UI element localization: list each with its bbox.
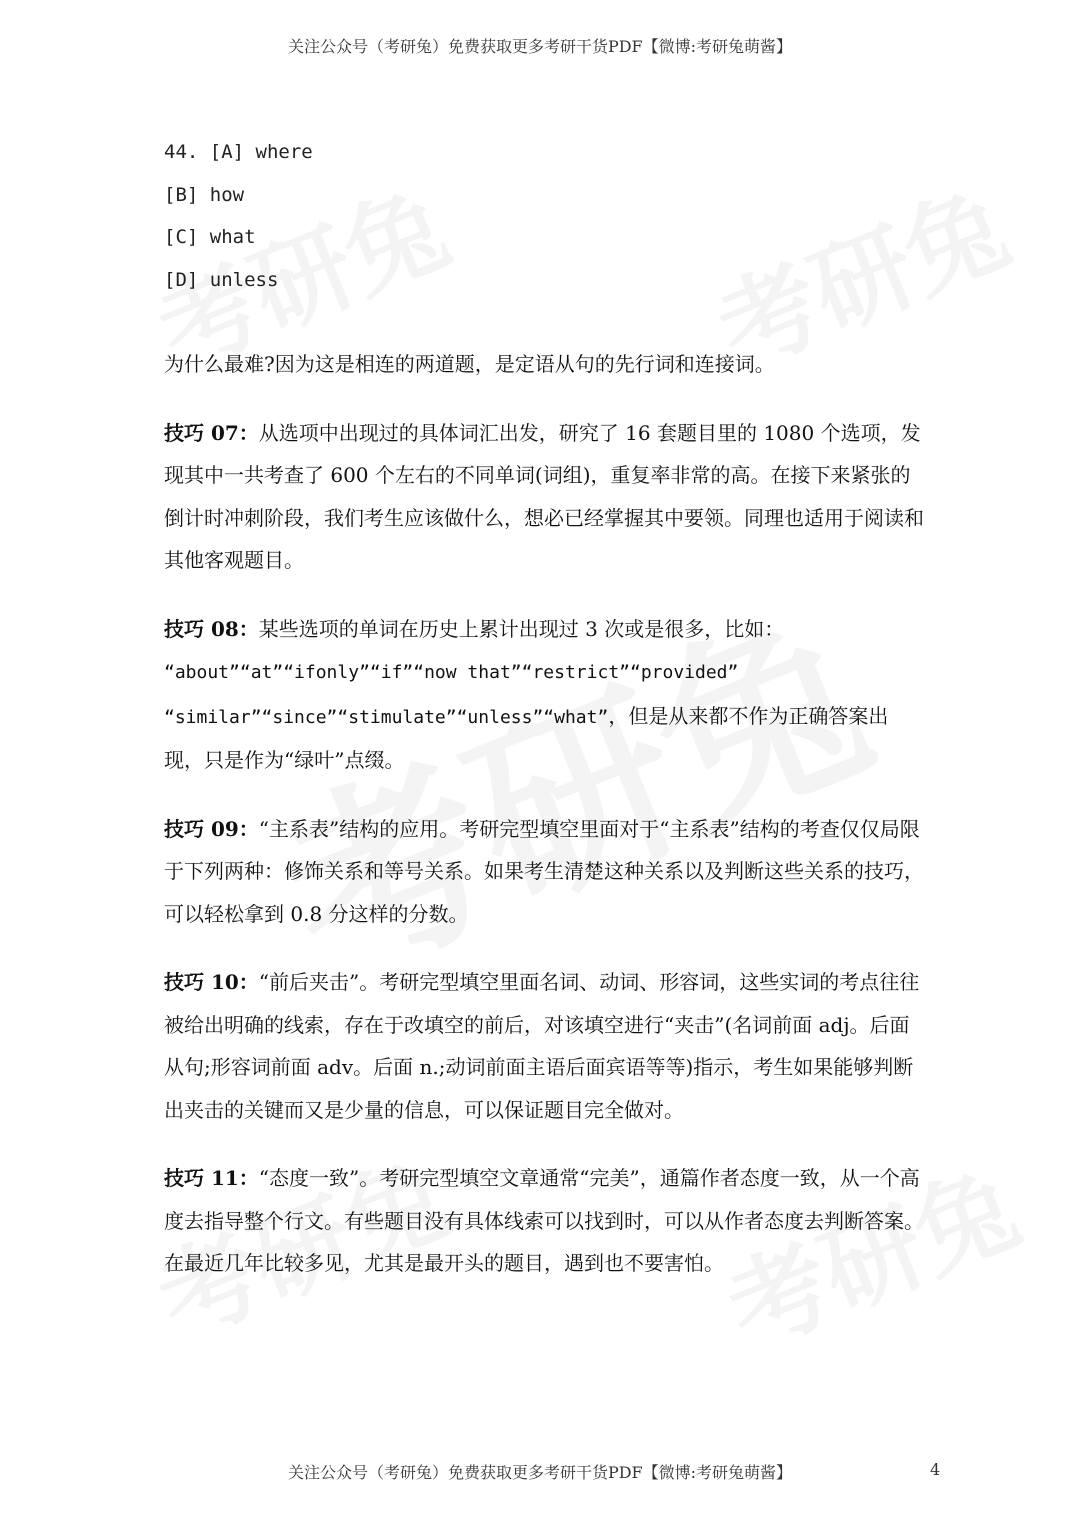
tip-text: “态度一致”。考研完型填空文章通常“完美”，通篇作者态度一致，从一个高度去指导整个行文。有些题目没有具体线索可以找到时，可以从作者态度去判断答案。在最近几年比较多见，尤其是最开头的题目，遇到也不要害怕。 — [164, 1166, 924, 1275]
tip-text: “前后夹击”。考研完型填空里面名词、动词、形容词，这些实词的考点往往被给出明确的线索，存在于改填空的前后，对该填空进行“夹击”(名词前面 adj。后面从句;形容词前面 adv。后面 n.;动词前面主语后面宾语等等)指示，考生如果能够判断出夹击的关键而又是少量的信息，可以保证题目完全做对。 — [164, 970, 920, 1122]
option-c: [C] what — [164, 226, 256, 248]
word-list-line-2: “similar”“since”“stimulate”“unless”“what” — [164, 706, 609, 728]
tip-label: 技巧 07： — [164, 420, 259, 445]
option-d: [D] unless — [164, 268, 279, 291]
tip-09 — [164, 808, 924, 936]
question-options — [164, 138, 924, 308]
tip-11 — [164, 1157, 924, 1285]
tip-text: 从选项中出现过的具体词汇出发，研究了 16 套题目里的 1080 个选项，发现其中一共考查了 600 个左右的不同单词(词组)，重复率非常的高。在接下来紧张的倒计时冲刺阶段，我们考生应该做什么，想必已经掌握其中要领。同理也适用于阅读和其他客观题目。 — [164, 420, 924, 572]
tip-label: 技巧 08： — [164, 616, 259, 641]
explanation-note: 为什么最难?因为这是相连的两道题，是定语从句的先行词和连接词。 — [164, 352, 775, 376]
tip-text: “主系表”结构的应用。考研完型填空里面对于“主系表”结构的考查仅仅局限于下列两种：修饰关系和等号关系。如果考生清楚这种关系以及判断这些关系的技巧，可以轻松拿到 0.8 分这样的分数。 — [164, 816, 924, 926]
option-a: 44. [A] where — [164, 141, 313, 163]
word-list-line-1: “about”“at”“ifonly”“if”“now that”“restrict”“provided” — [164, 662, 739, 683]
tip-tail: ，但是从来都不作为正确答案出现，只是作为“绿叶”点缀。 — [164, 703, 889, 772]
tip-08 — [164, 608, 924, 782]
page-footer: 关注公众号（考研兔）免费获取更多考研干货PDF【微博:考研兔萌酱】 — [287, 1463, 793, 1482]
page-header: 关注公众号（考研兔）免费获取更多考研干货PDF【微博:考研兔萌酱】 — [287, 37, 793, 56]
option-b: [B] how — [164, 183, 245, 206]
page-number: 4 — [930, 1460, 941, 1479]
tip-label: 技巧 11： — [164, 1166, 259, 1190]
tip-label: 技巧 10： — [164, 970, 259, 994]
tip-10 — [164, 961, 924, 1131]
tip-text: 某些选项的单词在历史上累计出现过 3 次或是很多，比如： — [258, 616, 785, 641]
page-body — [164, 138, 924, 1285]
tip-07 — [164, 412, 924, 582]
tip-label: 技巧 09： — [164, 816, 259, 841]
